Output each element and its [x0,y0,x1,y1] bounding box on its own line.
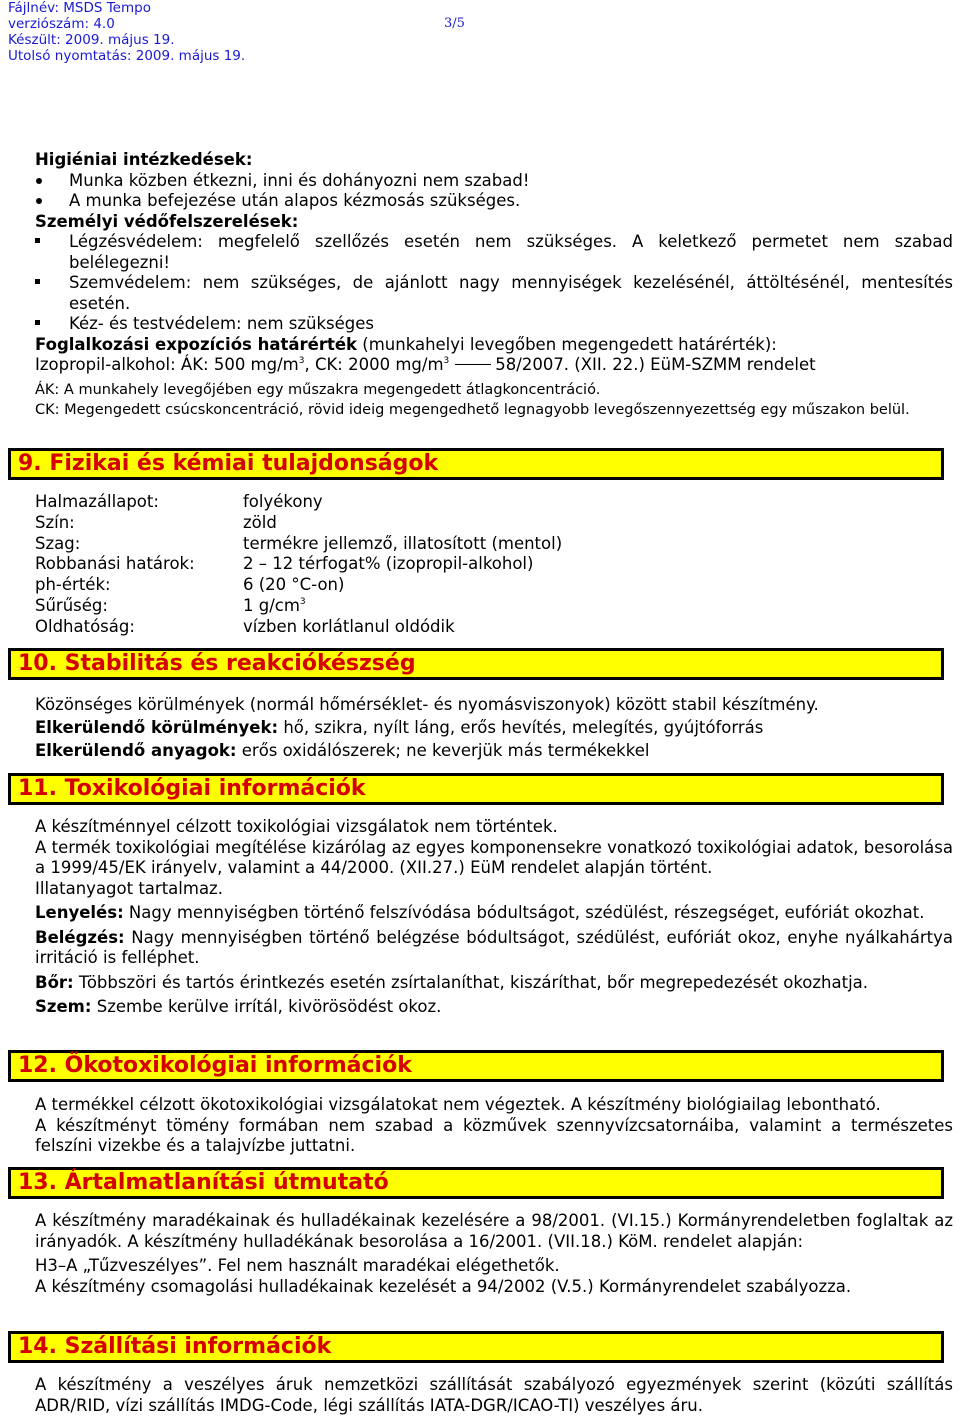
skin-text: Többszöri és tartós érintkezés esetén zsírtalaníthat, kiszáríthat, bőr megrepedezését okozhatja. [73,972,869,992]
property-label: Halmazállapot: [35,492,159,511]
materials-line [35,739,953,762]
section-10-heading: 10. Stabilitás és reakciókészség [8,648,944,680]
inhalation-paragraph [35,928,953,969]
table-row [35,534,562,555]
section-12-body [35,1095,953,1157]
hygiene-section [35,150,953,421]
property-label: ph-érték: [35,575,111,595]
dash-line [455,364,491,365]
list-item: Légzésvédelem: megfelelő szellőzés esetén nem szükséges. A keletkező permetet nem szabad belélegezni! [35,232,953,273]
page-number: 3/5 [444,16,465,31]
section-13-heading: 13. Ártalmatlanítási útmutató [8,1167,944,1199]
superscript: 3 [443,356,450,366]
list-item: Szemvédelem: nem szükséges, de ajánlott nagy mennyiségek kezelésénél, áttöltésénél, mentesítés esetén. [35,273,953,314]
hygiene-list [35,171,953,212]
conditions-text: hő, szikra, nyílt láng, erős hevítés, melegítés, gyújtóforrás [278,718,764,737]
ppe-list [35,232,953,335]
property-value: termékre jellemző, illatosított (mentol) [243,533,563,553]
exposure-title: Foglalkozási expozíciós határérték [35,334,358,354]
property-value: zöld [243,512,277,532]
conditions-label: Elkerülendő körülmények: [35,718,279,737]
stability-text: Közönséges körülmények (normál hőmérséklet- és nyomásviszonyok) között stabil készítmény. [35,695,819,714]
table-row [35,575,562,596]
transport-text: A készítmény a veszélyes áruk nemzetközi szállítását szabályozó egyezmények szerint (közúti szállítás ADR/RID, vízi szállítás IMDG-Code, légi szállítás IATA-DGR/ICAO-TI) veszélyes áru. [35,1375,953,1415]
disposal-text: A készítmény csomagolási hulladékainak kezelését a 94/2002 (V.5.) Kormányrendelet szabályozza. [35,1276,852,1296]
exposure-ak-value: Izopropil-alkohol: ÁK: 500 mg/m [35,355,299,374]
exposure-title-line [35,335,953,356]
eye-text: Szembe kerülve irrítál, kivörösödést okoz. [91,997,442,1016]
document-header [8,0,245,64]
table-row [35,513,562,534]
disposal-text: A készítmény maradékainak és hulladékainak kezelésére a 98/2001. (VI.15.) Kormányrendeletben foglaltak az irányadók. A készítmény hulladékának besorolása a 16/2001. (VII.18.) KöM. rendelet alapján: [35,1211,953,1251]
created-date: Készült: 2009. május 19. [8,32,175,48]
list-item: A munka befejezése után alapos kézmosás szükséges. [35,191,953,212]
properties-table [35,492,562,638]
tox-text: A termék toxikológiai megítélése kizárólag az egyes komponensekre vonatkozó toxikológiai adatok, besorolása a 1999/45/EK irányelv, valamint a 44/2000. (XII.27.) EüM rendelet alapján történt. [35,837,953,877]
skin-paragraph [35,973,953,994]
version: verziószám: 4.0 [8,16,115,32]
section-12-heading: 12. Ökotoxikológiai információk [8,1050,944,1082]
skin-label: Bőr: [35,972,74,992]
ck-definition: CK: Megengedett csúcskoncentráció, rövid ideig megengedhető legnagyobb levegőszennyezettség egy műszakon belül. [35,402,910,418]
exposure-values [35,355,953,376]
section-14-body [35,1375,953,1416]
property-label: Szag: [35,533,81,553]
exposure-ck-value: , CK: 2000 mg/m [304,355,444,374]
tox-text: A készítménnyel célzott toxikológiai vizsgálatok nem történtek. [35,817,558,836]
property-label: Oldhatóság: [35,616,135,636]
section-13-body [35,1211,953,1297]
materials-label: Elkerülendő anyagok: [35,741,237,760]
section-10-body [35,693,953,762]
superscript: 3 [299,596,306,607]
property-value: 2 – 12 térfogat% (izopropil-alkohol) [243,554,534,574]
section-11-heading: 11. Toxikológiai információk [8,773,944,805]
eye-label: Szem: [35,997,92,1016]
property-label: Sűrűség: [35,595,108,615]
hygiene-title: Higiéniai intézkedések: [35,150,253,169]
ingestion-paragraph [35,903,953,924]
eco-text: A készítményt tömény formában nem szabad a közművek szennyvízcsatornáiba, valamint a természetes felszíni vizekbe és a talajvízbe juttatni. [35,1115,953,1155]
exposure-regulation: 58/2007. (XII. 22.) EüM-SZMM rendelet [495,355,816,374]
list-item: Munka közben étkezni, inni és dohányozni nem szabad! [35,171,953,192]
file-name: Fájlnév: MSDS Tempo [8,0,151,16]
list-item: Kéz- és testvédelem: nem szükséges [35,314,953,335]
conditions-line [35,716,953,739]
materials-text: erős oxidálószerek; ne keverjük más termékekkel [236,741,650,760]
table-row [35,617,562,638]
disposal-text: H3–A „Tűzveszélyes”. Fel nem használt maradékai elégethetők. [35,1256,560,1275]
section-14-heading: 14. Szállítási információk [8,1331,944,1363]
property-label: Robbanási határok: [35,554,195,574]
table-row [35,554,562,575]
tox-text: Illatanyagot tartalmaz. [35,878,223,898]
property-value [243,596,306,617]
exposure-title-rest: (munkahelyi levegőben megengedett határérték): [357,334,777,354]
inhalation-text: Nagy mennyiségben történő belégzése bódultságot, szédülést, eufóriát okoz, enyhe nyálkahártya irritáció is felléphet. [35,927,953,967]
ingestion-label: Lenyelés: [35,903,124,922]
density-value: 1 g/cm [243,595,300,615]
table-row [35,596,562,617]
section-11-body [35,817,953,1018]
print-date: Utolsó nyomtatás: 2009. május 19. [8,48,246,64]
inhalation-label: Belégzés: [35,927,125,947]
superscript: 3 [298,356,305,366]
property-value: vízben korlátlanul oldódik [243,616,455,636]
ingestion-text: Nagy mennyiségben történő felszívódása bódultságot, szédülést, részegséget, eufóriát okozhat. [123,903,925,922]
property-value: folyékony [243,492,323,511]
property-value: 6 (20 °C-on) [243,575,345,595]
table-row [35,492,562,513]
ak-definition: ÁK: A munkahely levegőjében egy műszakra megengedett átlagkoncentráció. [35,381,601,398]
ppe-title: Személyi védőfelszerelések: [35,211,299,231]
eye-paragraph [35,997,953,1018]
eco-text: A termékkel célzott ökotoxikológiai vizsgálatokat nem végeztek. A készítmény biológiailag lebontható. [35,1095,881,1114]
section-9-heading: 9. Fizikai és kémiai tulajdonságok [8,448,944,480]
property-label: Szín: [35,512,75,532]
